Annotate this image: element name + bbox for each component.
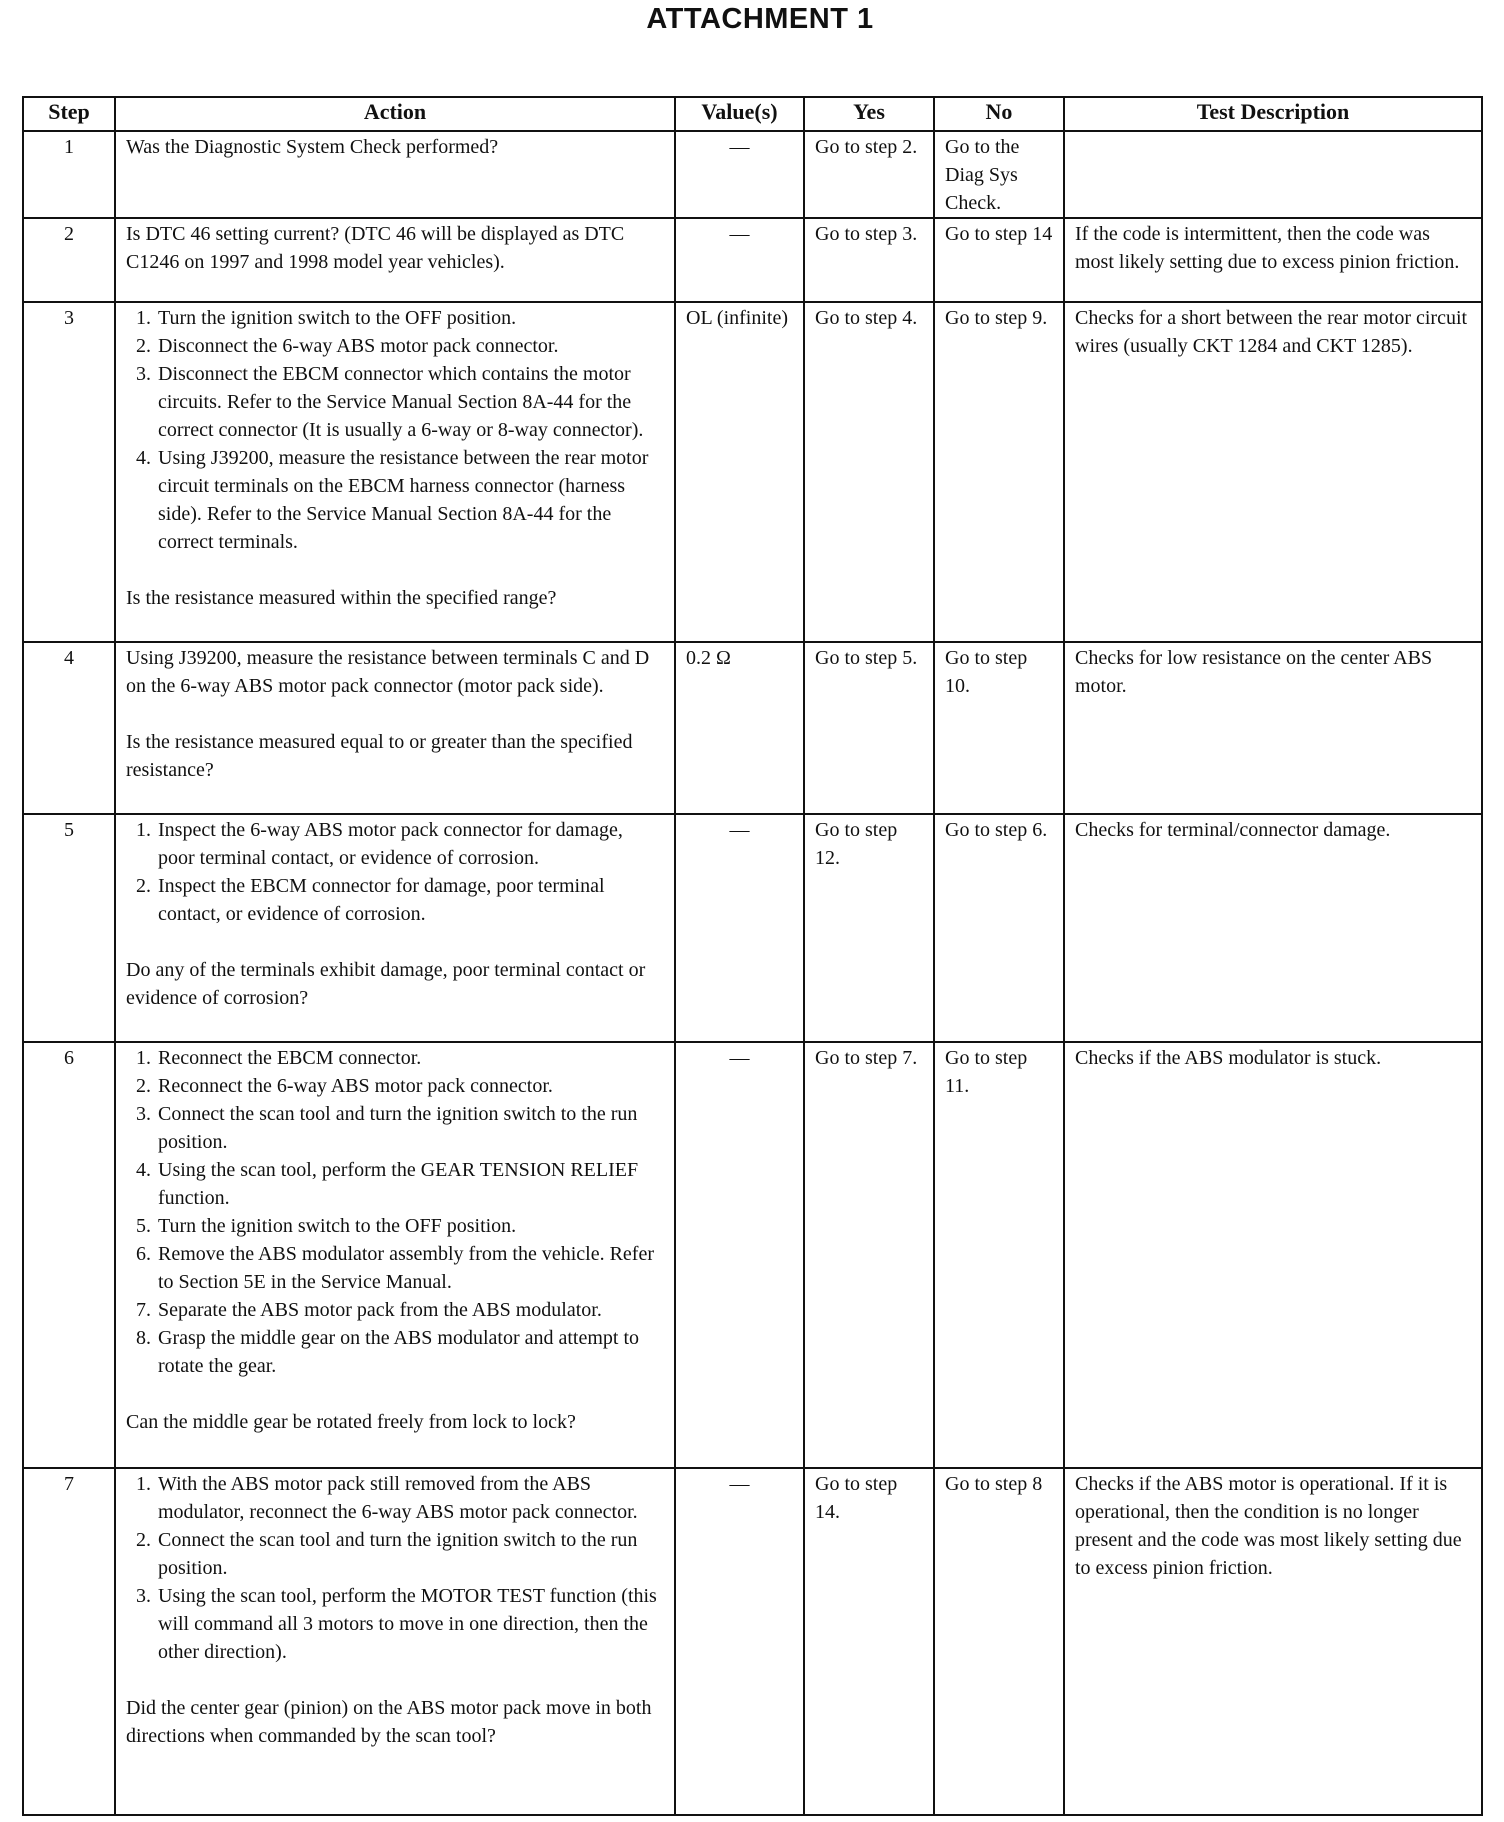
action-text: Using J39200, measure the resistance between terminals C and D on the 6-way ABS motor pack connector (motor pack side). — [126, 647, 650, 697]
value-cell: OL (infinite) — [675, 302, 804, 642]
action-item: 1. With the ABS motor pack still removed from the ABS modulator, reconnect the 6-way ABS motor pack connector. — [156, 1470, 664, 1526]
action-item: 6. Remove the ABS modulator assembly from the vehicle. Refer to Section 5E in the Service Manual. — [156, 1240, 664, 1296]
action-item: 7. Separate the ABS motor pack from the ABS modulator. — [156, 1296, 664, 1324]
description-cell: Checks if the ABS modulator is stuck. — [1064, 1042, 1482, 1468]
header-values: Value(s) — [675, 97, 804, 131]
value-cell: — — [675, 1468, 804, 1815]
action-item: 3. Connect the scan tool and turn the ignition switch to the run position. — [156, 1100, 664, 1156]
action-question: Is the resistance measured within the specified range? — [126, 587, 557, 609]
value-cell: 0.2 Ω — [675, 642, 804, 814]
step-number: 2 — [23, 218, 115, 302]
yes-cell: Go to step 5. — [804, 642, 934, 814]
yes-cell: Go to step 3. — [804, 218, 934, 302]
action-list — [126, 816, 664, 928]
action-cell — [115, 814, 675, 1042]
action-item: 8. Grasp the middle gear on the ABS modulator and attempt to rotate the gear. — [156, 1324, 664, 1380]
action-question: Did the center gear (pinion) on the ABS motor pack move in both directions when commanded by the scan tool? — [126, 1697, 652, 1747]
step-number: 5 — [23, 814, 115, 1042]
header-step: Step — [23, 97, 115, 131]
table-row — [23, 218, 1482, 302]
no-cell: Go to step 10. — [934, 642, 1064, 814]
header-no: No — [934, 97, 1064, 131]
no-cell: Go to step 11. — [934, 1042, 1064, 1468]
value-cell: — — [675, 131, 804, 218]
table-row — [23, 302, 1482, 642]
action-item: 3. Using the scan tool, perform the MOTOR TEST function (this will command all 3 motors to move in one direction, then the other direction). — [156, 1582, 664, 1666]
no-cell: Go to step 9. — [934, 302, 1064, 642]
action-question: Do any of the terminals exhibit damage, poor terminal contact or evidence of corrosion? — [126, 959, 646, 1009]
action-cell — [115, 218, 675, 302]
value-cell: — — [675, 814, 804, 1042]
action-text: Is DTC 46 setting current? (DTC 46 will be displayed as DTC C1246 on 1997 and 1998 model year vehicles). — [126, 223, 625, 273]
no-cell: Go to step 14 — [934, 218, 1064, 302]
description-cell: Checks if the ABS motor is operational. If it is operational, then the condition is no longer present and the code was most likely setting due to excess pinion friction. — [1064, 1468, 1482, 1815]
header-action: Action — [115, 97, 675, 131]
action-item: 5. Turn the ignition switch to the OFF position. — [156, 1212, 664, 1240]
action-cell — [115, 302, 675, 642]
action-item: 2. Disconnect the 6-way ABS motor pack connector. — [156, 332, 664, 360]
action-item: 1. Inspect the 6-way ABS motor pack connector for damage, poor terminal contact, or evidence of corrosion. — [156, 816, 664, 872]
no-cell: Go to step 8 — [934, 1468, 1064, 1815]
description-cell: Checks for low resistance on the center ABS motor. — [1064, 642, 1482, 814]
header-description: Test Description — [1064, 97, 1482, 131]
no-cell: Go to step 6. — [934, 814, 1064, 1042]
action-cell — [115, 642, 675, 814]
description-cell: If the code is intermittent, then the code was most likely setting due to excess pinion friction. — [1064, 218, 1482, 302]
diagnostic-table — [22, 96, 1483, 1816]
step-number: 7 — [23, 1468, 115, 1815]
action-cell — [115, 131, 675, 218]
action-item: 2. Reconnect the 6-way ABS motor pack connector. — [156, 1072, 664, 1100]
action-item: 4. Using J39200, measure the resistance between the rear motor circuit terminals on the EBCM harness connector (harness side). Refer to the Service Manual Section 8A-44 for the correct terminals. — [156, 444, 664, 556]
action-question: Can the middle gear be rotated freely from lock to lock? — [126, 1411, 576, 1433]
action-list — [126, 1470, 664, 1666]
action-item: 1. Turn the ignition switch to the OFF position. — [156, 304, 664, 332]
action-item: 2. Inspect the EBCM connector for damage, poor terminal contact, or evidence of corrosion. — [156, 872, 664, 928]
action-cell — [115, 1042, 675, 1468]
table-row — [23, 131, 1482, 218]
action-item: 2. Connect the scan tool and turn the ignition switch to the run position. — [156, 1526, 664, 1582]
yes-cell: Go to step 4. — [804, 302, 934, 642]
description-cell: Checks for terminal/connector damage. — [1064, 814, 1482, 1042]
table-row — [23, 1042, 1482, 1468]
action-item: 4. Using the scan tool, perform the GEAR TENSION RELIEF function. — [156, 1156, 664, 1212]
document-title: ATTACHMENT 1 — [646, 3, 874, 35]
step-number: 1 — [23, 131, 115, 218]
value-cell: — — [675, 218, 804, 302]
yes-cell: Go to step 2. — [804, 131, 934, 218]
value-cell: — — [675, 1042, 804, 1468]
table-row — [23, 642, 1482, 814]
description-cell — [1064, 131, 1482, 218]
action-item: 3. Disconnect the EBCM connector which contains the motor circuits. Refer to the Service Manual Section 8A-44 for the correct connector (It is usually a 6-way or 8-way connector). — [156, 360, 664, 444]
table-row — [23, 814, 1482, 1042]
action-list — [126, 1044, 664, 1380]
action-item: 1. Reconnect the EBCM connector. — [156, 1044, 664, 1072]
step-number: 3 — [23, 302, 115, 642]
yes-cell: Go to step 12. — [804, 814, 934, 1042]
yes-cell: Go to step 7. — [804, 1042, 934, 1468]
header-row — [23, 97, 1482, 131]
action-list — [126, 304, 664, 556]
step-number: 4 — [23, 642, 115, 814]
description-cell: Checks for a short between the rear motor circuit wires (usually CKT 1284 and CKT 1285). — [1064, 302, 1482, 642]
step-number: 6 — [23, 1042, 115, 1468]
action-cell — [115, 1468, 675, 1815]
yes-cell: Go to step 14. — [804, 1468, 934, 1815]
table-row — [23, 1468, 1482, 1815]
header-yes: Yes — [804, 97, 934, 131]
no-cell: Go to the Diag Sys Check. — [934, 131, 1064, 218]
action-text: Was the Diagnostic System Check performed? — [126, 136, 499, 158]
action-question: Is the resistance measured equal to or greater than the specified resistance? — [126, 731, 633, 781]
